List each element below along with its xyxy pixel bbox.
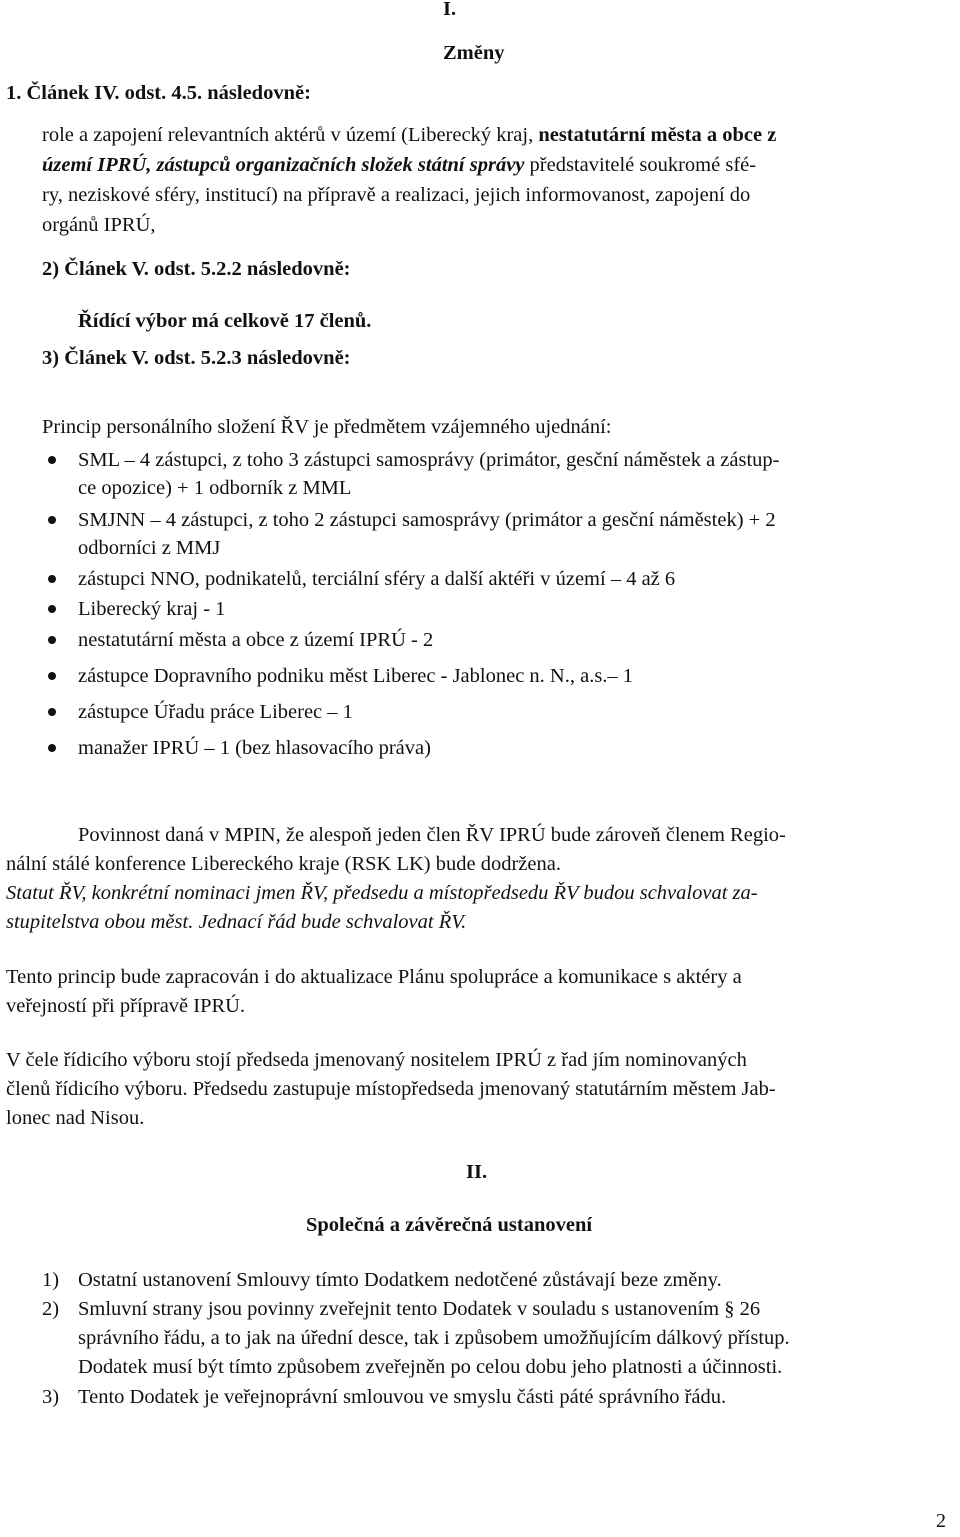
bullet-item-6: zástupce Dopravního podniku měst Liberec - Jablonec n. N., a.s.– 1 xyxy=(78,665,634,687)
item-3-label: 3) Článek V. odst. 5.2.3 následovně: xyxy=(42,347,351,369)
item-2-label: 2) Článek V. odst. 5.2.2 následovně: xyxy=(42,258,351,280)
bullet-icon xyxy=(48,744,56,752)
bullet-item-1-line1: SML – 4 zástupci, z toho 3 zástupci samosprávy (primátor, gesční náměstek a zástup- xyxy=(78,449,780,471)
bullet-item-1-line2: ce opozice) + 1 odborník z MML xyxy=(78,477,352,499)
role-paragraph-line4: orgánů IPRÚ, xyxy=(42,214,156,236)
list-item-number: 2) xyxy=(42,1298,60,1320)
vcele-paragraph-line2: členů řídicího výboru. Předsedu zastupuje místopředseda jmenovaný statutárním městem Jab- xyxy=(6,1078,776,1100)
bold-run: nestatutární města a obce z xyxy=(538,124,777,146)
bullet-item-2-line1: SMJNN – 4 zástupci, z toho 2 zástupci samosprávy (primátor a gesční náměstek) + 2 xyxy=(78,509,776,531)
list-item-number: 3) xyxy=(42,1386,60,1408)
bullet-item-2-line2: odborníci z MMJ xyxy=(78,537,221,559)
bullet-icon xyxy=(48,605,56,613)
section-2-roman-numeral: II. xyxy=(466,1161,488,1183)
bold-italic-run: území IPRÚ, zástupců organizačních složek státní správy xyxy=(42,154,525,176)
bullet-icon xyxy=(48,708,56,716)
tento-paragraph-line2: veřejností při přípravě IPRÚ. xyxy=(6,995,246,1017)
section-2-title: Společná a závěrečná ustanovení xyxy=(306,1214,593,1236)
bullet-item-8: manažer IPRÚ – 1 (bez hlasovacího práva) xyxy=(78,737,431,759)
text-run: představitelé soukromé sfé- xyxy=(524,154,757,176)
bullet-icon xyxy=(48,636,56,644)
bullet-item-4: Liberecký kraj - 1 xyxy=(78,598,226,620)
bullet-item-7: zástupce Úřadu práce Liberec – 1 xyxy=(78,701,353,723)
list-item-3: Tento Dodatek je veřejnoprávní smlouvou ve smyslu části páté správního řádu. xyxy=(78,1386,727,1408)
bullet-item-3: zástupci NNO, podnikatelů, terciální sféry a další aktéři v území – 4 až 6 xyxy=(78,568,676,590)
bullet-icon xyxy=(48,516,56,524)
text-run: role a zapojení relevantních aktérů v území (Liberecký kraj, xyxy=(42,124,539,146)
role-paragraph-line2 xyxy=(42,150,956,180)
bullet-icon xyxy=(48,456,56,464)
item-1-label: 1. Článek IV. odst. 4.5. následovně: xyxy=(6,82,311,104)
principle-text: Princip personálního složení ŘV je předmětem vzájemného ujednání: xyxy=(42,416,612,438)
role-paragraph-line1 xyxy=(42,120,956,150)
item-2-text: Řídící výbor má celkově 17 členů. xyxy=(78,310,372,332)
tento-paragraph-line1: Tento princip bude zapracován i do aktualizace Plánu spolupráce a komunikace s aktéry a xyxy=(6,966,742,988)
list-item-2-line3: Dodatek musí být tímto způsobem zveřejněn po celou dobu jeho platnosti a účinnosti. xyxy=(78,1356,783,1378)
mpin-paragraph-line1: Povinnost daná v MPIN, že alespoň jeden člen ŘV IPRÚ bude zároveň členem Regio- xyxy=(78,824,786,846)
list-item-1: Ostatní ustanovení Smlouvy tímto Dodatkem nedotčené zůstávají beze změny. xyxy=(78,1269,722,1291)
role-paragraph-line3: ry, neziskové sféry, institucí) na přípravě a realizaci, jejich informovanost, zapojení do xyxy=(42,184,751,206)
statut-paragraph-line2: stupitelstva obou měst. Jednací řád bude schvalovat ŘV. xyxy=(6,911,467,933)
list-item-number: 1) xyxy=(42,1269,60,1291)
page-number: 2 xyxy=(936,1510,946,1532)
list-item-2-line1: Smluvní strany jsou povinny zveřejnit tento Dodatek v souladu s ustanovením § 26 xyxy=(78,1298,761,1320)
section-title: Změny xyxy=(443,42,505,64)
bullet-icon xyxy=(48,575,56,583)
statut-paragraph-line1: Statut ŘV, konkrétní nominaci jmen ŘV, předsedu a místopředsedu ŘV budou schvalovat za- xyxy=(6,882,758,904)
list-item-2-line2: správního řádu, a to jak na úřední desce, tak i způsobem umožňujícím dálkový přístup. xyxy=(78,1327,790,1349)
mpin-paragraph-line2: nální stálé konference Libereckého kraje (RSK LK) bude dodržena. xyxy=(6,853,561,875)
section-roman-numeral: I. xyxy=(443,0,457,20)
bullet-icon xyxy=(48,672,56,680)
bullet-item-5: nestatutární města a obce z území IPRÚ - 2 xyxy=(78,629,434,651)
vcele-paragraph-line1: V čele řídicího výboru stojí předseda jmenovaný nositelem IPRÚ z řad jím nominovaných xyxy=(6,1049,747,1071)
vcele-paragraph-line3: lonec nad Nisou. xyxy=(6,1107,145,1129)
